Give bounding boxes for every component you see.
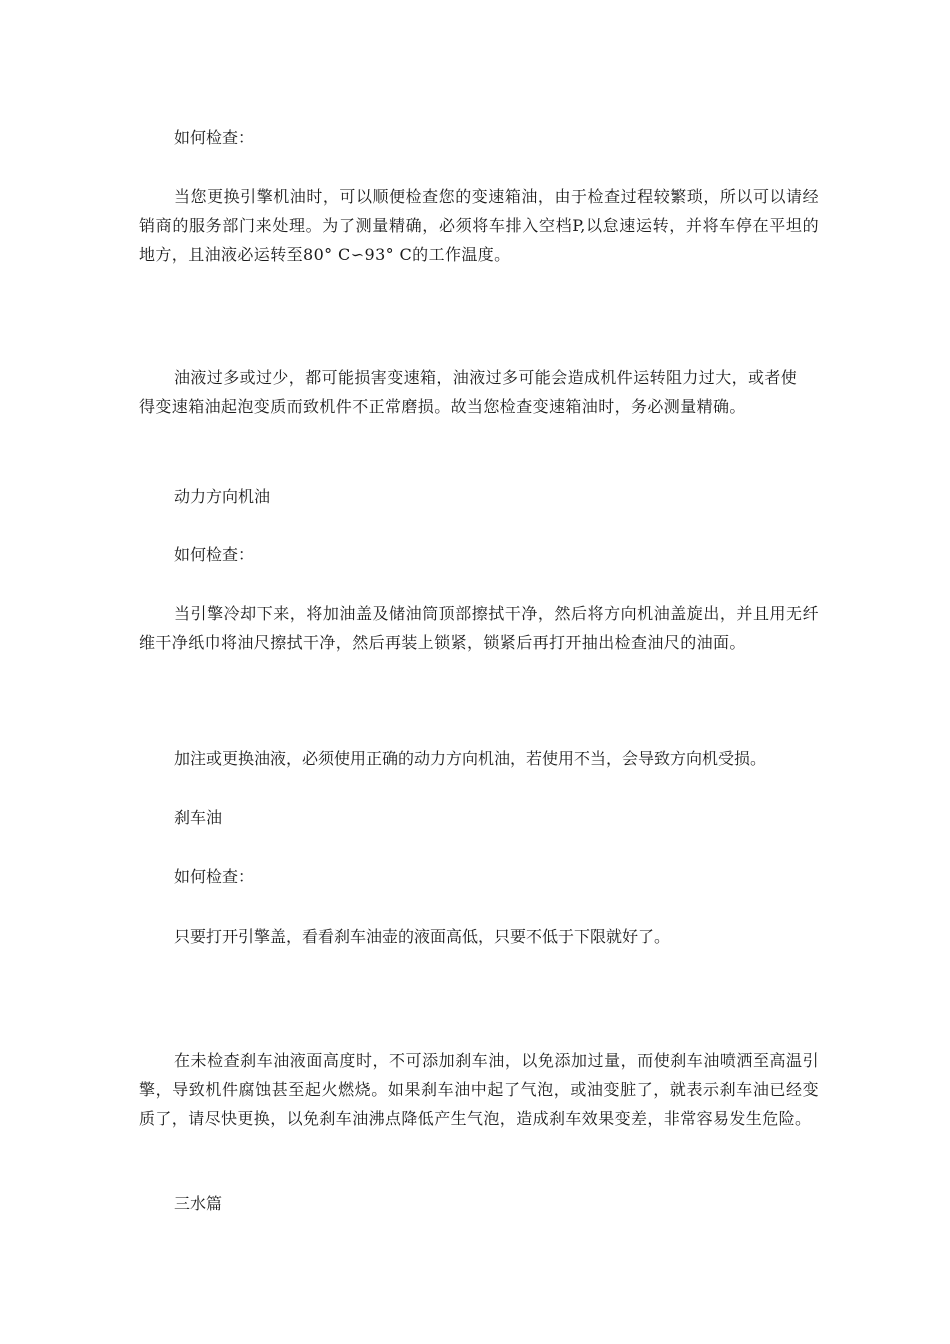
paragraph-power-steering-warning: 加注或更换油液，必须使用正确的动力方向机油，若使用不当，会导致方向机受损。 [174,749,767,768]
section-heading-how-to-check: 如何检查： [174,128,255,147]
paragraph-transmission-check: 当您更换引擎机油时，可以顺便检查您的变速箱油，由于检查过程较繁琐，所以可以请经销商的服务部门来处理。为了测量精确，必须将车排入空档P,以怠速运转，并将车停在平坦的地方，且油液必运转至80° C∽93° C的工作温度。 [139,187,819,264]
paragraph-transmission-warning [139,363,819,421]
paragraph-line: 油液过多或过少，都可能损害变速箱，油液过多可能会造成机件运转阻力过大，或者使 [174,368,798,387]
section-heading-water: 三水篇 [174,1194,223,1213]
paragraph-brake-fluid-check: 只要打开引擎盖，看看刹车油壶的液面高低，只要不低于下限就好了。 [174,927,671,946]
paragraph-brake-fluid-warning: 在未检查刹车油液面高度时，不可添加刹车油，以免添加过量，而使刹车油喷洒至高温引擎，导致机件腐蚀甚至起火燃烧。如果刹车油中起了气泡，或油变脏了，就表示刹车油已经变质了，请尽快更换，以免刹车油沸点降低产生气泡，造成刹车效果变差，非常容易发生危险。 [139,1051,819,1128]
section-heading-brake-fluid: 刹车油 [174,808,223,827]
paragraph-power-steering-check: 当引擎冷却下来，将加油盖及储油筒顶部擦拭干净，然后将方向机油盖旋出，并且用无纤维干净纸巾将油尺擦拭干净，然后再装上锁紧，锁紧后再打开抽出检查油尺的油面。 [139,604,819,652]
section-heading-power-steering: 动力方向机油 [174,487,271,506]
section-heading-how-to-check: 如何检查： [174,867,255,886]
section-heading-how-to-check: 如何检查： [174,545,255,564]
paragraph-line: 得变速箱油起泡变质而致机件不正常磨损。故当您检查变速箱油时，务必测量精确。 [139,397,746,416]
